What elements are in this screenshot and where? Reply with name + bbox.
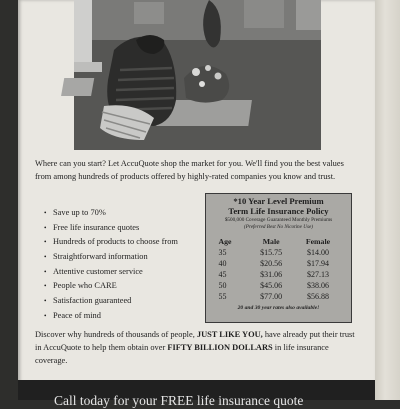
benefit-item: • Satisfaction guaranteed (44, 294, 214, 309)
intro-paragraph: Where can you start? Let AccuQuote shop the market for you. We'll find you the best values from among hundreds of products offered by highly-rated companies you know and trust. (35, 159, 344, 182)
cell-female: $17.94 (306, 259, 329, 268)
benefit-item: • Free life insurance quotes (44, 221, 214, 236)
rate-box-title-line2: Term Life Insurance Policy (228, 205, 329, 216)
rate-box-footer: 20 and 30 year rates also available! (237, 305, 320, 311)
emphasis-fifty-billion: FIFTY BILLION DOLLARS (167, 343, 273, 352)
cell-male: $20.56 (260, 259, 283, 268)
table-row (215, 280, 343, 291)
table-header-row (215, 236, 343, 247)
table-row (215, 247, 343, 258)
column-header-age: Age (218, 237, 232, 246)
cell-female: $56.88 (306, 292, 329, 301)
table-row (215, 291, 343, 302)
benefit-item: • Peace of mind (44, 309, 214, 324)
cell-age: 50 (218, 281, 227, 290)
cell-female: $14.00 (306, 248, 329, 257)
bullet-icon: • (44, 282, 47, 291)
cell-male: $31.06 (260, 270, 283, 279)
bullet-icon: • (44, 238, 47, 247)
bullet-icon: • (44, 253, 47, 262)
cell-female: $38.06 (306, 281, 329, 290)
emphasis-just-like-you: JUST LIKE YOU, (196, 330, 263, 339)
call-to-action-text: Call today for your FREE life insurance quote (54, 393, 304, 408)
rate-box-title-line1: *10 Year Level Premium (233, 196, 324, 206)
cell-male: $15.75 (260, 248, 283, 257)
table-row (215, 269, 343, 280)
benefits-list (44, 206, 214, 324)
cell-female: $27.13 (306, 270, 329, 279)
cell-age: 35 (218, 248, 227, 257)
column-header-male: Male (262, 237, 280, 246)
adjacent-page-edge (375, 0, 400, 400)
bullet-icon: • (44, 267, 47, 276)
cemetery-grave-photo (74, 0, 321, 150)
benefit-item: • People who CARE (44, 279, 214, 294)
bullet-icon: • (44, 209, 47, 217)
bullet-icon: • (44, 223, 47, 232)
rate-box-subtitle2: (Preferred Best No Nicotine Use) (243, 224, 314, 230)
benefit-item: • Straightforward information (44, 250, 214, 265)
cell-male: $45.06 (260, 281, 283, 290)
benefit-item: • Save up to 70% (44, 206, 214, 221)
rate-table-box (205, 193, 352, 323)
call-to-action-band (18, 380, 375, 408)
newspaper-ad-page (18, 0, 375, 408)
benefit-item: • Hundreds of products to choose from (44, 235, 214, 250)
premium-rates-table (215, 236, 343, 302)
cell-male: $77.00 (260, 292, 283, 301)
outro-paragraph: Discover why hundreds of thousands of people, JUST LIKE YOU, have already put their trust in AccuQuote to help them obtain over FIFTY BILLION DOLLARS in life insurance coverage. (35, 330, 355, 365)
cell-age: 55 (218, 292, 227, 301)
table-row (215, 258, 343, 269)
benefit-item: • Attentive customer service (44, 265, 214, 280)
cell-age: 45 (218, 270, 227, 279)
bullet-icon: • (44, 311, 47, 320)
bullet-icon: • (44, 297, 47, 306)
cell-age: 40 (218, 259, 227, 268)
rate-box-subtitle: $500,000 Coverage Guaranteed Monthly Premiums (224, 217, 333, 223)
column-header-female: Female (305, 237, 331, 246)
